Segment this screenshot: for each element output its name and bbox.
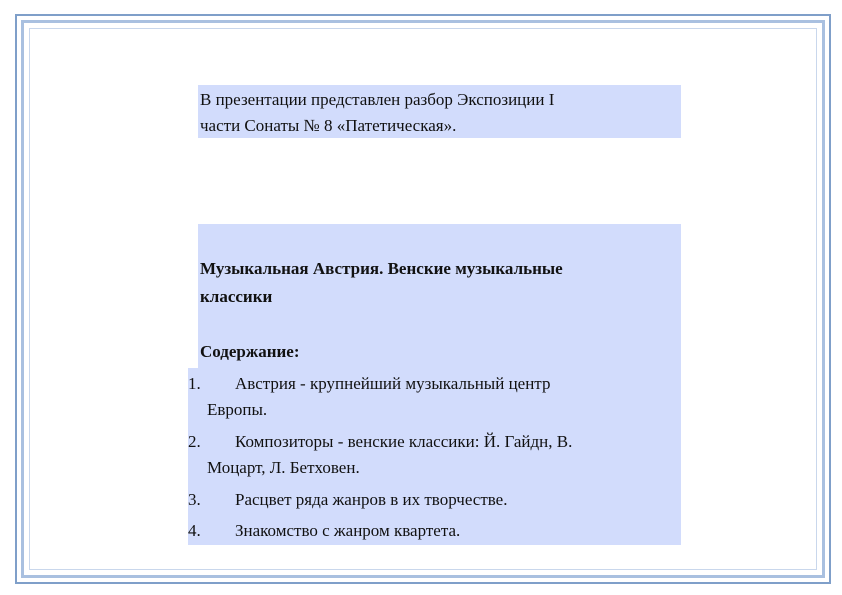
list-item-number: 1. [188,374,201,393]
list-item-line-1: Знакомство с жанром квартета. [235,521,461,540]
list-item-number: 4. [188,521,201,540]
intro-line-2: части Сонаты № 8 «Патетическая». [200,116,457,135]
list-item-text [188,371,678,423]
list-item [188,487,678,513]
intro-text-box [198,85,681,138]
list-item-line-1: Расцвет ряда жанров в их творчестве. [235,490,508,509]
slide-title-line-1: Музыкальная Австрия. Венские музыкальные [200,259,563,278]
list-item-number: 3. [188,490,201,509]
list-item-line-2: Моцарт, Л. Бетховен. [207,458,360,477]
list-item-text [188,429,678,481]
slide-title-line-2: классики [200,287,273,306]
list-item-line-1: Композиторы - венские классики: Й. Гайдн, В. [235,432,573,451]
intro-line-1: В презентации представлен разбор Экспозиции I [200,90,555,109]
list-item-text [188,487,678,513]
list-item-number: 2. [188,432,201,451]
list-item-line-2: Европы. [207,400,268,419]
toc-heading: Содержание: [200,342,300,361]
list-item [188,371,678,423]
list-item-text [188,518,678,544]
list-item [188,518,678,544]
list-item-line-1: Австрия - крупнейший музыкальный центр [235,374,551,393]
list-item [188,429,678,481]
slide-title [200,255,678,311]
